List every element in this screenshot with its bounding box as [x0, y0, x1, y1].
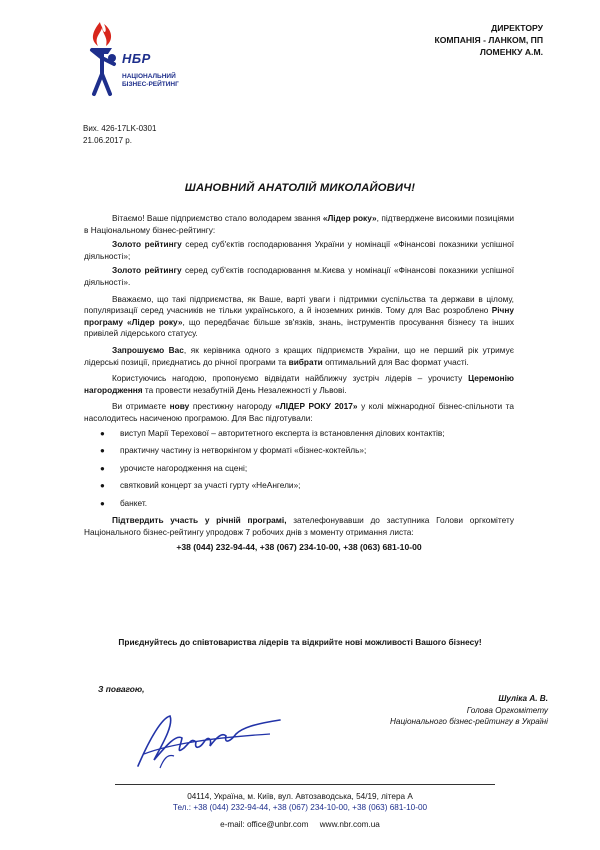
- paragraph-2: Золото рейтингу серед суб'єктів господарювання України у номінації «Фінансові показники успішної діяльності»;: [84, 239, 515, 261]
- signer-title-1: Голова Оргкомітету: [466, 705, 548, 715]
- reference-date: 21.06.2017 р.: [83, 135, 132, 145]
- paragraph-8: Підтвердить участь у річній програмі, зателефонувавши до заступника Голови оргкомітету Національного бізнес-рейтингу упродовж 7 робочих днів з моменту отримання листа:: [84, 515, 514, 538]
- reference-number: Вих. 426-17LK-0301: [83, 124, 157, 133]
- closing-regards: З повагою,: [98, 684, 145, 694]
- paragraph-3: Золото рейтингу серед суб'єктів господарювання м.Києва у номінації «Фінансові показники успішної діяльності».: [84, 265, 515, 287]
- addressee-line-2: КОМПАНІЯ - ЛАНКОМ, ПП: [434, 35, 543, 46]
- footer-contacts: e-mail: office@unbr.com www.nbr.com.ua: [220, 820, 380, 829]
- signer-block: [390, 693, 548, 728]
- footer-address: 04114, Україна, м. Київ, вул. Автозаводська, 54/19, літера А: [187, 792, 413, 801]
- contact-phones: +38 (044) 232-94-44, +38 (067) 234-10-00, +38 (063) 681-10-00: [176, 541, 422, 552]
- signer-title-2: Національного бізнес-рейтингу в Україні: [389, 717, 548, 727]
- outgoing-reference: [83, 123, 156, 146]
- paragraph-5: Запрошуємо Вас, як керівника одного з кращих підприємств України, що не перший рік утримує лідерські позиції, приєднатись до річної програми та вибрати оптимальний для Вас формат участі.: [84, 344, 514, 367]
- closing-slogan: Приєднуйтесь до співтовариства лідерів та відкрийте нові можливості Вашого бізнесу!: [118, 637, 482, 647]
- footer-divider: [115, 784, 495, 785]
- letter-body: [84, 213, 514, 558]
- logo-abbreviation: НБР: [122, 51, 151, 66]
- list-item: ● практичну частину із нетворкінгом у форматі «бізнес-коктейль»;: [100, 445, 367, 456]
- addressee-block: [434, 22, 543, 59]
- addressee-line-1: ДИРЕКТОРУ: [491, 23, 543, 33]
- logo-line-1: НАЦІОНАЛЬНИЙ: [122, 73, 176, 80]
- logo-subtitle: [122, 73, 192, 89]
- paragraph-6: Користуючись нагодою, пропонуємо відвідати найближчу зустріч лідерів – урочисту Церемонію нагородження та провести незабутній День Незалежності у Львові.: [84, 373, 514, 395]
- addressee-line-3: ЛОМЕНКУ А.М.: [479, 47, 543, 58]
- salutation: ШАНОВНИЙ АНАТОЛІЙ МИКОЛАЙОВИЧ!: [184, 182, 416, 194]
- paragraph-1: Вітаємо! Ваше підприємство стало володарем звання «Лідер року», підтверджене високими позиціями в Національному бізнес-рейтингу:: [84, 213, 514, 235]
- signer-name: Шуліка А. В.: [498, 694, 548, 703]
- list-item: ● банкет.: [100, 497, 148, 508]
- paragraph-4: Вважаємо, що такі підприємства, як Ваше, варті уваги і підтримки суспільства та держави в цілому, популяризації серед учасників не тільки українського, а й іноземних ринків. Тому для Вас розроблено Річну програму «Лідер року», що передбачає більше зв'язків, знань, інструментів просування бізнесу та інших привілей лідерського статусу.: [84, 293, 514, 339]
- paragraph-7: Ви отримаєте нову престижну нагороду «ЛІДЕР РОКУ 2017» у колі міжнародної бізнес-спільноти та насолодитесь насиченою програмою. Для Вас підготували:: [84, 401, 514, 423]
- list-item: ● урочисте нагородження на сцені;: [100, 462, 248, 473]
- handwritten-signature: [130, 698, 290, 778]
- logo-line-2: БІЗНЕС-РЕЙТИНГ: [122, 81, 179, 88]
- footer-phones: Тел.: +38 (044) 232-94-44, +38 (067) 234-10-00, +38 (063) 681-10-00: [172, 803, 428, 812]
- list-item: ● святковий концерт за участі гурту «НеАнгели»;: [100, 480, 301, 491]
- list-item: ● виступ Марії Терехової – авторитетного експерта із встановлення ділових контактів;: [100, 427, 445, 438]
- program-list: [84, 428, 514, 510]
